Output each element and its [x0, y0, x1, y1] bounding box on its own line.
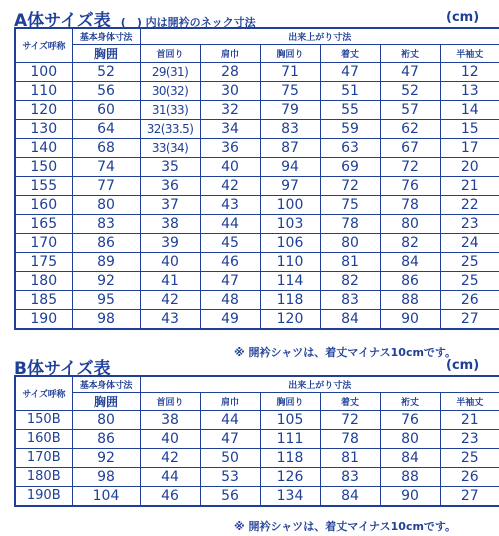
- size-cell: 140: [15, 138, 72, 157]
- bust-cell: 126: [260, 467, 320, 486]
- chest-cell: 56: [72, 81, 140, 100]
- neck-cell: 41: [140, 271, 200, 290]
- size-cell: 185: [15, 290, 72, 309]
- neck-cell: 29(31): [140, 62, 200, 81]
- table-row: [15, 81, 499, 100]
- neck-cell: 33(34): [140, 138, 200, 157]
- shoulder-cell: 50: [200, 448, 260, 467]
- table-row: [15, 309, 499, 329]
- short-sleeve-cell: 15: [440, 119, 499, 138]
- shoulder-cell: 44: [200, 214, 260, 233]
- sleeve-cell: 88: [380, 467, 440, 486]
- bust-cell: 110: [260, 252, 320, 271]
- short-sleeve-cell: 20: [440, 157, 499, 176]
- short-sleeve-cell: 21: [440, 410, 499, 429]
- sleeve-cell: 90: [380, 309, 440, 329]
- chest-cell: 89: [72, 252, 140, 271]
- table-a-col-sleeve: 裄丈: [380, 44, 440, 62]
- neck-cell: 40: [140, 429, 200, 448]
- table-row: [15, 100, 499, 119]
- shoulder-cell: 46: [200, 252, 260, 271]
- table-b-col-short-sleeve: 半袖丈: [440, 392, 499, 410]
- short-sleeve-cell: 25: [440, 252, 499, 271]
- bust-cell: 75: [260, 81, 320, 100]
- table-row: [15, 429, 499, 448]
- table-row: [15, 290, 499, 309]
- shoulder-cell: 53: [200, 467, 260, 486]
- sleeve-cell: 47: [380, 62, 440, 81]
- length-cell: 63: [320, 138, 380, 157]
- sleeve-cell: 52: [380, 81, 440, 100]
- length-cell: 83: [320, 467, 380, 486]
- table-row: [15, 233, 499, 252]
- table-a-col-chest: 胸囲: [72, 44, 140, 62]
- length-cell: 80: [320, 233, 380, 252]
- table-row: [15, 214, 499, 233]
- length-cell: 69: [320, 157, 380, 176]
- bust-cell: 71: [260, 62, 320, 81]
- table-a-finished-header: 出来上がり寸法: [140, 28, 499, 44]
- size-cell: 190B: [15, 486, 72, 506]
- length-cell: 82: [320, 271, 380, 290]
- size-cell: 175: [15, 252, 72, 271]
- length-cell: 78: [320, 429, 380, 448]
- bust-cell: 106: [260, 233, 320, 252]
- shoulder-cell: 43: [200, 195, 260, 214]
- short-sleeve-cell: 13: [440, 81, 499, 100]
- table-row: [15, 252, 499, 271]
- table-a-col-bust: 胸回り: [260, 44, 320, 62]
- bust-cell: 114: [260, 271, 320, 290]
- sleeve-cell: 76: [380, 176, 440, 195]
- table-a-col-length: 着丈: [320, 44, 380, 62]
- bust-cell: 134: [260, 486, 320, 506]
- short-sleeve-cell: 23: [440, 429, 499, 448]
- length-cell: 78: [320, 214, 380, 233]
- bust-cell: 100: [260, 195, 320, 214]
- bust-cell: 120: [260, 309, 320, 329]
- bust-cell: 87: [260, 138, 320, 157]
- short-sleeve-cell: 27: [440, 486, 499, 506]
- chest-cell: 80: [72, 410, 140, 429]
- short-sleeve-cell: 24: [440, 233, 499, 252]
- table-row: [15, 176, 499, 195]
- sleeve-cell: 57: [380, 100, 440, 119]
- size-cell: 170: [15, 233, 72, 252]
- bust-cell: 111: [260, 429, 320, 448]
- neck-cell: 35: [140, 157, 200, 176]
- chest-cell: 95: [72, 290, 140, 309]
- neck-cell: 38: [140, 214, 200, 233]
- shoulder-cell: 47: [200, 271, 260, 290]
- sleeve-cell: 62: [380, 119, 440, 138]
- table-b-basic-body-header: 基本身体寸法: [72, 376, 140, 392]
- bust-cell: 118: [260, 290, 320, 309]
- bust-cell: 103: [260, 214, 320, 233]
- neck-cell: 30(32): [140, 81, 200, 100]
- table-b-body: [15, 410, 499, 506]
- short-sleeve-cell: 21: [440, 176, 499, 195]
- chest-cell: 86: [72, 429, 140, 448]
- chest-cell: 104: [72, 486, 140, 506]
- table-row: [15, 486, 499, 506]
- chest-cell: 86: [72, 233, 140, 252]
- size-cell: 160: [15, 195, 72, 214]
- chest-cell: 74: [72, 157, 140, 176]
- bust-cell: 105: [260, 410, 320, 429]
- table-row: [15, 410, 499, 429]
- table-row: [15, 195, 499, 214]
- table-b-col-chest: 胸囲: [72, 392, 140, 410]
- sleeve-cell: 67: [380, 138, 440, 157]
- sleeve-cell: 88: [380, 290, 440, 309]
- neck-cell: 37: [140, 195, 200, 214]
- table-row: [15, 448, 499, 467]
- short-sleeve-cell: 26: [440, 467, 499, 486]
- neck-cell: 42: [140, 290, 200, 309]
- table-a-col-neck: 首回り: [140, 44, 200, 62]
- sleeve-cell: 84: [380, 252, 440, 271]
- table-a: [14, 27, 499, 330]
- neck-cell: 32(33.5): [140, 119, 200, 138]
- chest-cell: 80: [72, 195, 140, 214]
- shoulder-cell: 36: [200, 138, 260, 157]
- chest-cell: 98: [72, 309, 140, 329]
- length-cell: 51: [320, 81, 380, 100]
- table-row: [15, 157, 499, 176]
- neck-cell: 43: [140, 309, 200, 329]
- neck-cell: 46: [140, 486, 200, 506]
- size-cell: 180: [15, 271, 72, 290]
- size-cell: 170B: [15, 448, 72, 467]
- table-b: [14, 375, 499, 507]
- length-cell: 59: [320, 119, 380, 138]
- chest-cell: 92: [72, 271, 140, 290]
- neck-cell: 38: [140, 410, 200, 429]
- short-sleeve-cell: 14: [440, 100, 499, 119]
- size-cell: 130: [15, 119, 72, 138]
- shoulder-cell: 49: [200, 309, 260, 329]
- table-b-col-sleeve: 裄丈: [380, 392, 440, 410]
- shoulder-cell: 48: [200, 290, 260, 309]
- short-sleeve-cell: 22: [440, 195, 499, 214]
- shoulder-cell: 56: [200, 486, 260, 506]
- table-a-col-shoulder: 肩巾: [200, 44, 260, 62]
- shoulder-cell: 40: [200, 157, 260, 176]
- table-a-size-name-header: サイズ呼称: [15, 28, 72, 62]
- bust-cell: 83: [260, 119, 320, 138]
- length-cell: 84: [320, 486, 380, 506]
- shoulder-cell: 45: [200, 233, 260, 252]
- chest-cell: 52: [72, 62, 140, 81]
- table-b-col-shoulder: 肩巾: [200, 392, 260, 410]
- shoulder-cell: 32: [200, 100, 260, 119]
- table-b-finished-header: 出来上がり寸法: [140, 376, 499, 392]
- shoulder-cell: 44: [200, 410, 260, 429]
- size-cell: 100: [15, 62, 72, 81]
- size-cell: 180B: [15, 467, 72, 486]
- table-b-col-neck: 首回り: [140, 392, 200, 410]
- table-a-title-note: ( ) 内は開衿のネック寸法: [120, 16, 256, 29]
- length-cell: 72: [320, 410, 380, 429]
- short-sleeve-cell: 25: [440, 448, 499, 467]
- sleeve-cell: 86: [380, 271, 440, 290]
- bust-cell: 97: [260, 176, 320, 195]
- table-b-col-bust: 胸回り: [260, 392, 320, 410]
- table-row: [15, 138, 499, 157]
- chest-cell: 60: [72, 100, 140, 119]
- length-cell: 47: [320, 62, 380, 81]
- length-cell: 55: [320, 100, 380, 119]
- chest-cell: 92: [72, 448, 140, 467]
- bust-cell: 79: [260, 100, 320, 119]
- short-sleeve-cell: 17: [440, 138, 499, 157]
- short-sleeve-cell: 26: [440, 290, 499, 309]
- sleeve-cell: 90: [380, 486, 440, 506]
- short-sleeve-cell: 23: [440, 214, 499, 233]
- bust-cell: 118: [260, 448, 320, 467]
- table-a-basic-body-header: 基本身体寸法: [72, 28, 140, 44]
- sleeve-cell: 82: [380, 233, 440, 252]
- size-cell: 110: [15, 81, 72, 100]
- table-a-footnote: ※ 開衿シャツは、着丈マイナス10cmです。: [234, 346, 457, 359]
- table-b-size-name-header: サイズ呼称: [15, 376, 72, 410]
- table-row: [15, 271, 499, 290]
- sleeve-cell: 80: [380, 429, 440, 448]
- table-a-col-short-sleeve: 半袖丈: [440, 44, 499, 62]
- neck-cell: 31(33): [140, 100, 200, 119]
- length-cell: 84: [320, 309, 380, 329]
- chest-cell: 83: [72, 214, 140, 233]
- size-cell: 155: [15, 176, 72, 195]
- table-row: [15, 119, 499, 138]
- chest-cell: 68: [72, 138, 140, 157]
- table-b-col-length: 着丈: [320, 392, 380, 410]
- table-row: [15, 467, 499, 486]
- short-sleeve-cell: 12: [440, 62, 499, 81]
- sleeve-cell: 84: [380, 448, 440, 467]
- sleeve-cell: 76: [380, 410, 440, 429]
- neck-cell: 39: [140, 233, 200, 252]
- length-cell: 83: [320, 290, 380, 309]
- length-cell: 81: [320, 448, 380, 467]
- shoulder-cell: 28: [200, 62, 260, 81]
- chest-cell: 64: [72, 119, 140, 138]
- table-b-title-text: B体サイズ表: [14, 359, 111, 379]
- bust-cell: 94: [260, 157, 320, 176]
- short-sleeve-cell: 27: [440, 309, 499, 329]
- length-cell: 81: [320, 252, 380, 271]
- short-sleeve-cell: 25: [440, 271, 499, 290]
- chest-cell: 77: [72, 176, 140, 195]
- neck-cell: 36: [140, 176, 200, 195]
- sleeve-cell: 78: [380, 195, 440, 214]
- sleeve-cell: 80: [380, 214, 440, 233]
- table-a-unit: (cm): [446, 10, 480, 25]
- shoulder-cell: 30: [200, 81, 260, 100]
- size-cell: 150: [15, 157, 72, 176]
- size-cell: 160B: [15, 429, 72, 448]
- sleeve-cell: 72: [380, 157, 440, 176]
- length-cell: 72: [320, 176, 380, 195]
- table-b-unit: (cm): [446, 358, 480, 373]
- neck-cell: 44: [140, 467, 200, 486]
- table-row: [15, 62, 499, 81]
- length-cell: 75: [320, 195, 380, 214]
- table-b-footnote: ※ 開衿シャツは、着丈マイナス10cmです。: [234, 520, 457, 533]
- size-cell: 165: [15, 214, 72, 233]
- size-cell: 150B: [15, 410, 72, 429]
- chest-cell: 98: [72, 467, 140, 486]
- table-a-body: [15, 62, 499, 329]
- neck-cell: 40: [140, 252, 200, 271]
- neck-cell: 42: [140, 448, 200, 467]
- table-a-title-text: A体サイズ表: [14, 11, 111, 31]
- size-cell: 120: [15, 100, 72, 119]
- shoulder-cell: 47: [200, 429, 260, 448]
- shoulder-cell: 42: [200, 176, 260, 195]
- shoulder-cell: 34: [200, 119, 260, 138]
- size-cell: 190: [15, 309, 72, 329]
